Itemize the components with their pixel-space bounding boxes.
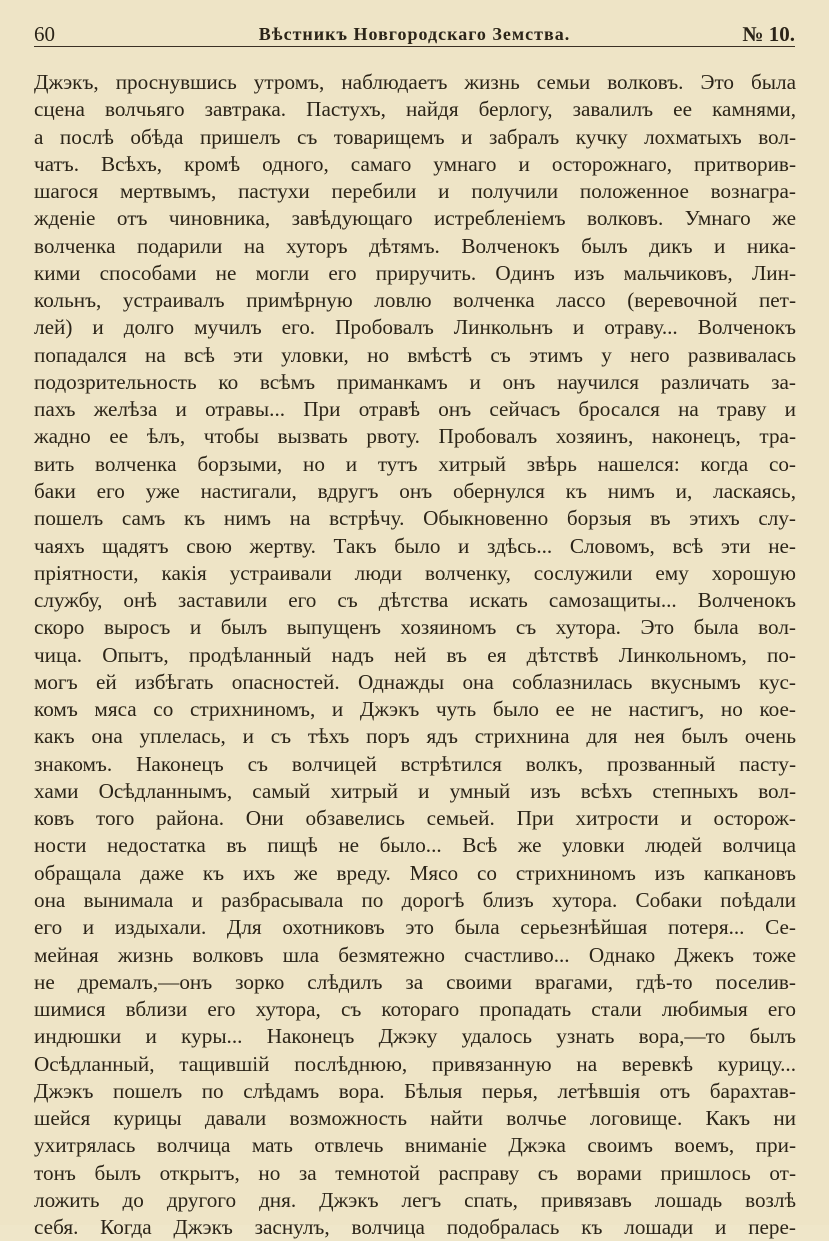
page-number: 60 (34, 22, 55, 46)
text-line: себя. Когда Джэкъ заснулъ, волчица подобралась къ лошади и пере- (34, 1215, 796, 1240)
text-line: обращала даже къ ихъ же вреду. Мясо со стрихниномъ изъ капкановъ (34, 860, 796, 885)
text-line: а послѣ обѣда пришелъ съ товарищемъ и забралъ кучку лохматыхъ вол- (34, 124, 796, 149)
text-line: шейся курицы давали возможность найти волчье логовище. Какъ ни (34, 1106, 796, 1131)
text-line: подозрительность ко всѣмъ приманкамъ и онъ научился различать за- (34, 369, 796, 394)
text-line: чаяхъ щадятъ свою жертву. Такъ было и здѣсь... Словомъ, всѣ эти не- (34, 533, 796, 558)
text-line: шагося мертвымъ, пастухи перебили и получили положенное вознагра- (34, 179, 796, 204)
text-line: знакомъ. Наконецъ съ волчицей встрѣтился волкъ, прозванный пасту- (34, 751, 796, 776)
text-line: баки его уже настигали, вдругъ онъ обернулся къ нимъ и, ласкаясь, (34, 478, 796, 503)
text-line: скоро выросъ и былъ выпущенъ хозяиномъ съ хутора. Это была вол- (34, 615, 796, 640)
text-line: ухитрялась волчица мать отвлечь вниманіе Джэка своимъ воемъ, при- (34, 1133, 796, 1158)
issue-number: № 10. (742, 22, 795, 46)
text-line: ности недостатка въ пищѣ не было... Всѣ же уловки людей волчица (34, 833, 796, 858)
text-line: какъ она уплелась, и съ тѣхъ поръ ядъ стрихнина для нея былъ очень (34, 724, 796, 749)
text-line: кольнъ, устраивалъ примѣрную ловлю волченка лассо (веревочной пет- (34, 288, 796, 313)
text-line: чица. Опытъ, продѣланный надъ ней въ ея дѣтствѣ Линкольномъ, по- (34, 642, 796, 667)
text-line: могъ ей избѣгать опасностей. Однажды она соблазнилась вкуснымъ кус- (34, 669, 796, 694)
text-line: Джэкъ, проснувшись утромъ, наблюдаетъ жизнь семьи волковъ. Это была (34, 70, 796, 94)
text-line: мейная жизнь волковъ шла безмятежно счастливо... Однако Джекъ тоже (34, 942, 796, 967)
text-line: тонъ былъ открытъ, но за темнотой расправу съ ворами пришлось от- (34, 1160, 796, 1185)
text-line: чатъ. Всѣхъ, кромѣ одного, самаго умнаго и осторожнаго, притворив- (34, 151, 796, 176)
text-line: пошелъ самъ къ нимъ на встрѣчу. Обыкновенно борзыя въ этихъ слу- (34, 506, 796, 531)
text-line: Джэкъ пошелъ по слѣдамъ вора. Бѣлыя перья, летѣвшія отъ барахтав- (34, 1078, 796, 1103)
text-line: пахъ желѣза и отравы... При отравѣ онъ сейчасъ бросался на траву и (34, 397, 796, 422)
text-line: пріятности, какія устраивали люди волченку, сослужили ему хорошую (34, 560, 796, 585)
text-line: сцена волчьяго завтрака. Пастухъ, найдя берлогу, завалилъ ее камнями, (34, 97, 796, 122)
text-line: хами Осѣдланнымъ, самый хитрый и умный изъ всѣхъ степныхъ вол- (34, 778, 796, 803)
text-line: комъ мяса со стрихниномъ, и Джэкъ чуть было ее не настигъ, но кое- (34, 697, 796, 722)
text-line: она вынимала и разбрасывала по дорогѣ близъ хутора. Собаки поѣдали (34, 887, 796, 912)
text-line: волченка подарили на хуторъ дѣтямъ. Волченокъ былъ дикъ и ника- (34, 233, 796, 258)
text-line: жадно ее ѣлъ, чтобы вызвать рвоту. Пробовалъ хозяинъ, наконецъ, тра- (34, 424, 796, 449)
text-line: службу, онѣ заставили его съ дѣтства искать самозащиты... Волченокъ (34, 588, 796, 613)
text-line: индюшки и куры... Наконецъ Джэку удалось узнать вора,—то былъ (34, 1024, 796, 1049)
text-line: шимися вблизи его хутора, съ котораго пропадать стали любимыя его (34, 997, 796, 1022)
text-line: попадался на всѣ эти уловки, но вмѣстѣ съ этимъ у него развивалась (34, 342, 796, 367)
header-rule (34, 46, 795, 47)
text-line: ложить до другого дня. Джэкъ легъ спать, привязавъ лошадь возлѣ (34, 1187, 796, 1212)
text-line: вить волченка борзыми, но и тутъ хитрый звѣрь нашелся: когда со- (34, 451, 796, 476)
text-line: кими способами не могли его приручить. Одинъ изъ мальчиковъ, Лин- (34, 260, 796, 285)
text-line: не дремалъ,—онъ зорко слѣдилъ за своими врагами, гдѣ-то поселив- (34, 969, 796, 994)
running-title: Вѣстникъ Новгородскаго Земства. (258, 24, 571, 44)
text-line: его и издыхали. Для охотниковъ это была серьезнѣйшая потеря... Се- (34, 915, 796, 940)
text-line: ковъ того района. Они обзавелись семьей. При хитрости и осторож- (34, 806, 796, 831)
text-line: лей) и долго мучилъ его. Пробовалъ Линкольнъ и отраву... Волченокъ (34, 315, 796, 340)
text-line: Осѣдланный, тащившій послѣднюю, привязанную на веревкѣ курицу... (34, 1051, 796, 1076)
body-text (34, 69, 796, 1241)
text-line: жденіе отъ чиновника, завѣдующаго истребленіемъ волковъ. Умнаго же (34, 206, 796, 231)
